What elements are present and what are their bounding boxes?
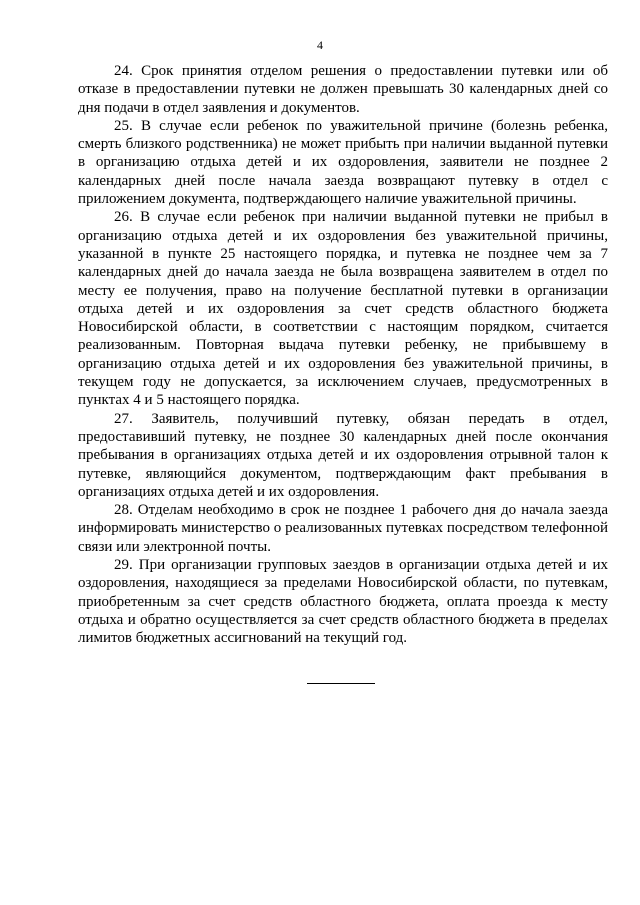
paragraph-text: Срок принятия отделом решения о предоставлении путевки или об отказе в предоставлении путевки не должен превышать 30 календарных дней со дня подачи в отдел заявления и документов. — [78, 63, 609, 116]
document-body — [78, 62, 608, 648]
paragraph-25 — [78, 117, 608, 208]
paragraph-text: В случае если ребенок по уважительной причине (болезнь ребенка, смерть близкого родственника) не может прибыть при наличии выданной путевки в организацию отдыха детей и их оздоровления, заявители не позднее 2 календарных дней после начала заезда возвращают путевку в отдел с приложением документа, подтверждающего наличие уважительной причины. — [78, 117, 608, 208]
paragraph-26 — [78, 208, 608, 409]
page-number: 4 — [317, 38, 323, 52]
paragraph-number: 24. — [114, 63, 133, 79]
paragraph-number: 28. — [114, 502, 133, 519]
paragraph-number: 26. — [114, 209, 133, 226]
paragraph-number: 29. — [114, 557, 133, 574]
paragraph-number: 25. — [114, 117, 133, 134]
paragraph-number: 27. — [114, 410, 133, 427]
paragraph-text: В случае если ребенок при наличии выданной путевки не прибыл в организацию отдыха детей и их оздоровления без уважительной причины, указанной в пункте 25 настоящего порядка, и путевка не позднее чем за 7 календарных дней до начала заезда не была возвращена заявителем в отдел по месту ее получения, право на получение бесплатной путевки в организации отдыха детей и их оздоровления за счет средств областного бюджета Новосибирской области, в соответствии с настоящим порядком, считается реализованным. Повторная выдача путевки ребенку, не прибывшему в организацию отдыха детей и их оздоровления без уважительной причины, в текущем году не допускается, за исключением случаев, предусмотренных в пунктах 4 и 5 настоящего порядка. — [78, 209, 609, 409]
paragraph-text: При организации групповых заездов в организации отдыха детей и их оздоровления, находящиеся за пределами Новосибирской области, по путевкам, приобретенным за счет средств областного бюджета, оплата проезда к месту отдыха и обратно осуществляется за счет средств областного бюджета в пределах лимитов бюджетных ассигнований на текущий год. — [78, 557, 609, 647]
paragraph-24 — [78, 62, 608, 117]
paragraph-29 — [78, 556, 608, 647]
paragraph-27 — [78, 410, 608, 501]
end-of-document-rule — [307, 683, 375, 684]
paragraph-text: Заявитель, получивший путевку, обязан передать в отдел, предоставивший путевку, не позднее 30 календарных дней после окончания пребывания в организациях отдыха детей и их оздоровления отрывной талон к путевке, являющийся документом, подтверждающим факт пребывания в организациях отдыха детей и их оздоровления. — [78, 410, 609, 500]
paragraph-text: Отделам необходимо в срок не позднее 1 рабочего дня до начала заезда информировать министерство о реализованных путевках посредством телефонной связи или электронной почты. — [78, 502, 608, 555]
paragraph-28 — [78, 501, 608, 556]
